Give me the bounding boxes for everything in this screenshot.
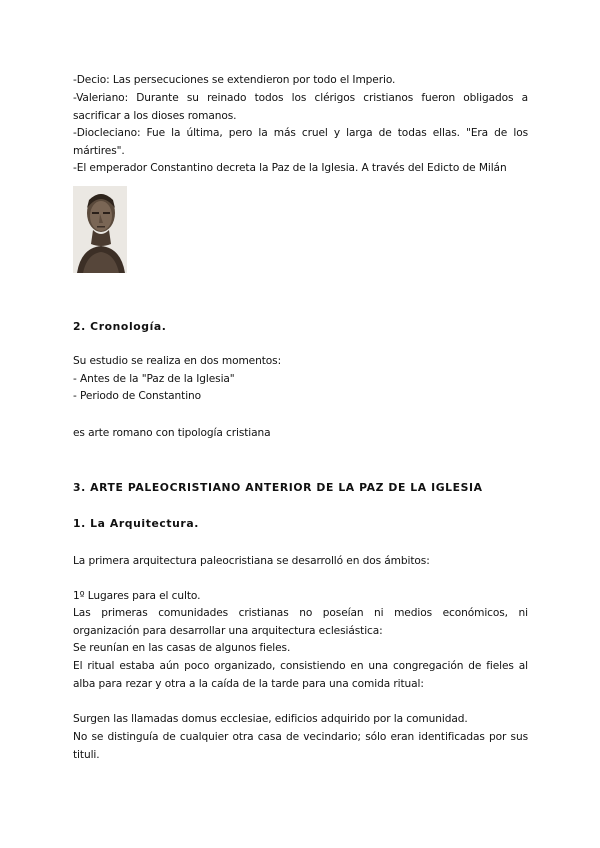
paragraph-valeriano: -Valeriano: Durante su reinado todos los clérigos cristianos fueron obligados a sacrificar a los dioses romanos. xyxy=(73,92,528,122)
paragraph-ambitos: La primera arquitectura paleocristiana se desarrolló en dos ámbitos: xyxy=(73,555,430,567)
paragraph-diocleciano: -Diocleciano: Fue la última, pero la más cruel y larga de todas ellas. "Era de los mártires". xyxy=(73,127,528,157)
constantine-bust-image xyxy=(73,186,127,273)
paragraph-comunidades: Las primeras comunidades cristianas no poseían ni medios económicos, ni organización para desarrollar una arquitectura eclesiástica: xyxy=(73,607,528,637)
paragraph-tituli: No se distinguía de cualquier otra casa de vecindario; sólo eran identificadas por sus tituli. xyxy=(73,731,528,761)
paragraph-ritual: El ritual estaba aún poco organizado, consistiendo en una congregación de fieles al alba para rezar y otra a la caída de la tarde para una comida ritual: xyxy=(73,660,528,690)
paragraph-domus-ecclesiae: Surgen las llamadas domus ecclesiae, edificios adquirido por la comunidad. xyxy=(73,713,468,725)
cronologia-item-1: - Antes de la "Paz de la Iglesia" xyxy=(73,373,235,385)
section-2-heading: 2. Cronología. xyxy=(73,320,167,333)
paragraph-lugares-culto: 1º Lugares para el culto. xyxy=(73,590,201,602)
paragraph-casas-fieles: Se reunían en las casas de algunos fieles. xyxy=(73,642,291,654)
cronologia-item-2: - Periodo de Constantino xyxy=(73,390,202,402)
paragraph-decio: -Decio: Las persecuciones se extendieron por todo el Imperio. xyxy=(73,74,396,86)
paragraph-constantino: -El emperador Constantino decreta la Paz de la Iglesia. A través del Edicto de Milán xyxy=(73,162,507,174)
arquitectura-subheading: 1. La Arquitectura. xyxy=(73,517,199,530)
cronologia-note: es arte romano con tipología cristiana xyxy=(73,427,271,439)
cronologia-intro: Su estudio se realiza en dos momentos: xyxy=(73,355,282,367)
section-3-heading: 3. ARTE PALEOCRISTIANO ANTERIOR DE LA PAZ DE LA IGLESIA xyxy=(73,481,483,494)
